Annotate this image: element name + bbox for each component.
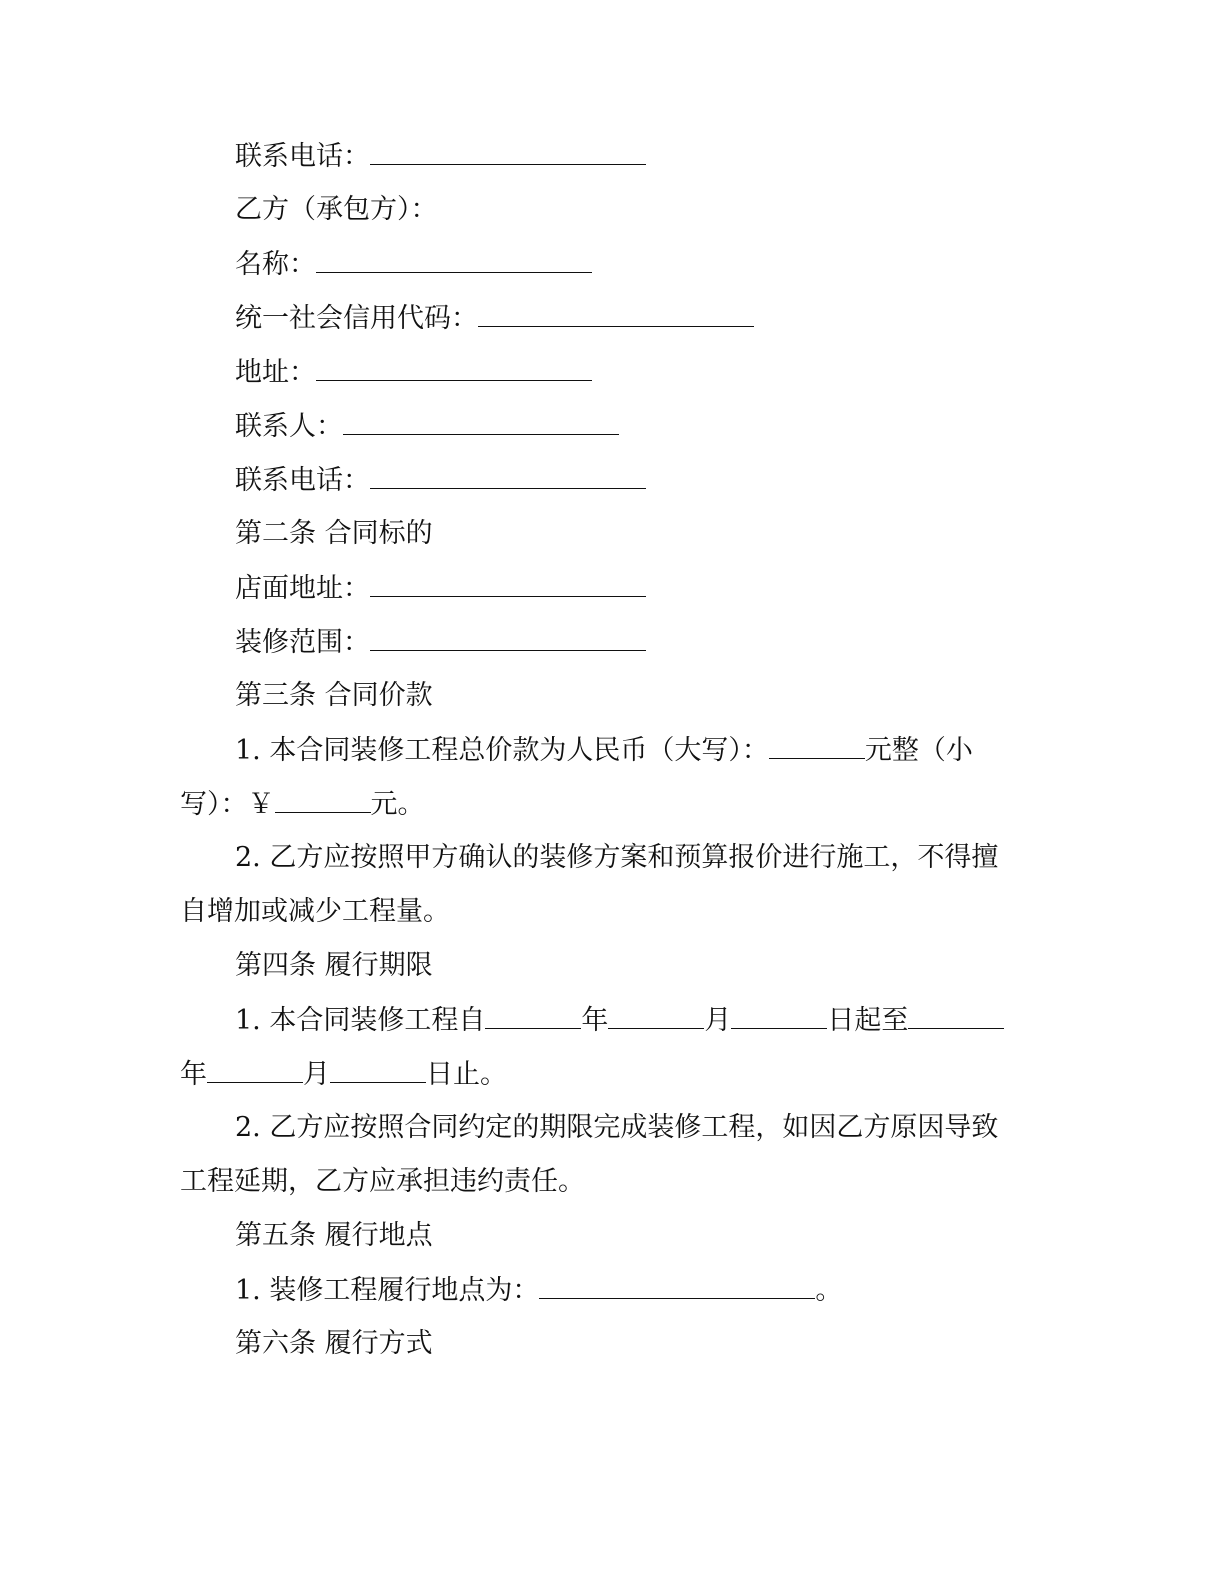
party-b-contact-blank — [343, 410, 619, 435]
party-a-phone-line — [180, 140, 1025, 173]
period-start-label: 1. 本合同装修工程自 — [235, 1005, 486, 1036]
article3-item2-line1: 2. 乙方应按照甲方确认的装修方案和预算报价进行施工，不得擅 — [235, 842, 999, 873]
scope-blank — [370, 626, 646, 651]
shop-address-blank — [370, 572, 646, 597]
start-day-blank — [731, 1004, 827, 1029]
end-year-label: 年 — [180, 1059, 207, 1090]
start-month-blank — [608, 1004, 704, 1029]
party-b-phone-line — [180, 464, 1025, 497]
year-label: 年 — [581, 1005, 609, 1036]
party-b-contact-line — [180, 410, 1025, 443]
article5-item1-line — [180, 1274, 1025, 1307]
article3-item1-line2 — [180, 788, 1025, 821]
party-b-contact-label: 联系人： — [235, 411, 343, 442]
price-uppercase-blank — [769, 734, 865, 759]
end-year-blank — [908, 1004, 1004, 1029]
article6-title: 第六条 履行方式 — [235, 1328, 433, 1359]
place-blank — [539, 1274, 815, 1299]
price-lowercase-unit: 元。 — [370, 789, 425, 820]
article4-item1-line2 — [180, 1058, 1025, 1091]
party-b-heading: 乙方（承包方）： — [235, 194, 438, 225]
party-b-address-blank — [316, 356, 592, 381]
party-b-phone-label: 联系电话： — [235, 465, 370, 496]
start-year-blank — [485, 1004, 581, 1029]
place-end: 。 — [815, 1275, 843, 1306]
article4-item2-line2: 工程延期，乙方应承担违约责任。 — [180, 1166, 585, 1197]
party-b-name-blank — [316, 248, 592, 273]
end-day-blank — [330, 1058, 426, 1083]
party-a-phone-blank — [370, 140, 646, 165]
article3-title: 第三条 合同价款 — [235, 680, 433, 711]
article5-title: 第五条 履行地点 — [235, 1220, 433, 1251]
price-lowercase-label: 写）：￥ — [180, 789, 275, 820]
scope-label: 装修范围： — [235, 627, 370, 658]
article4-title: 第四条 履行期限 — [235, 950, 433, 981]
shop-address-label: 店面地址： — [235, 573, 370, 604]
scope-line — [180, 626, 1025, 659]
article3-item2-line2: 自增加或减少工程量。 — [180, 896, 450, 927]
day-from-label: 日起至 — [827, 1005, 909, 1036]
party-b-address-label: 地址： — [235, 357, 316, 388]
price-unit-text: 元整（小 — [864, 735, 973, 766]
article2-title: 第二条 合同标的 — [235, 518, 433, 549]
place-label: 1. 装修工程履行地点为： — [235, 1275, 540, 1306]
shop-address-line — [180, 572, 1025, 605]
month-label: 月 — [704, 1005, 732, 1036]
day-to-label: 日止。 — [426, 1059, 507, 1090]
article4-item1-line1 — [180, 1004, 1025, 1037]
party-a-phone-label: 联系电话： — [235, 141, 370, 172]
article4-item2-line1: 2. 乙方应按照合同约定的期限完成装修工程，如因乙方原因导致 — [235, 1112, 999, 1143]
end-month-label: 月 — [303, 1059, 330, 1090]
party-b-phone-blank — [370, 464, 646, 489]
price-uppercase-label: 1. 本合同装修工程总价款为人民币（大写）： — [235, 735, 769, 766]
party-b-credit-code-blank — [478, 302, 754, 327]
party-b-credit-code-label: 统一社会信用代码： — [235, 303, 478, 334]
price-lowercase-blank — [275, 788, 371, 813]
article3-item1-line1 — [180, 734, 1025, 767]
party-b-credit-code-line — [180, 302, 1025, 335]
party-b-name-line — [180, 248, 1025, 281]
end-month-blank — [207, 1058, 303, 1083]
party-b-address-line — [180, 356, 1025, 389]
party-b-name-label: 名称： — [235, 249, 316, 280]
